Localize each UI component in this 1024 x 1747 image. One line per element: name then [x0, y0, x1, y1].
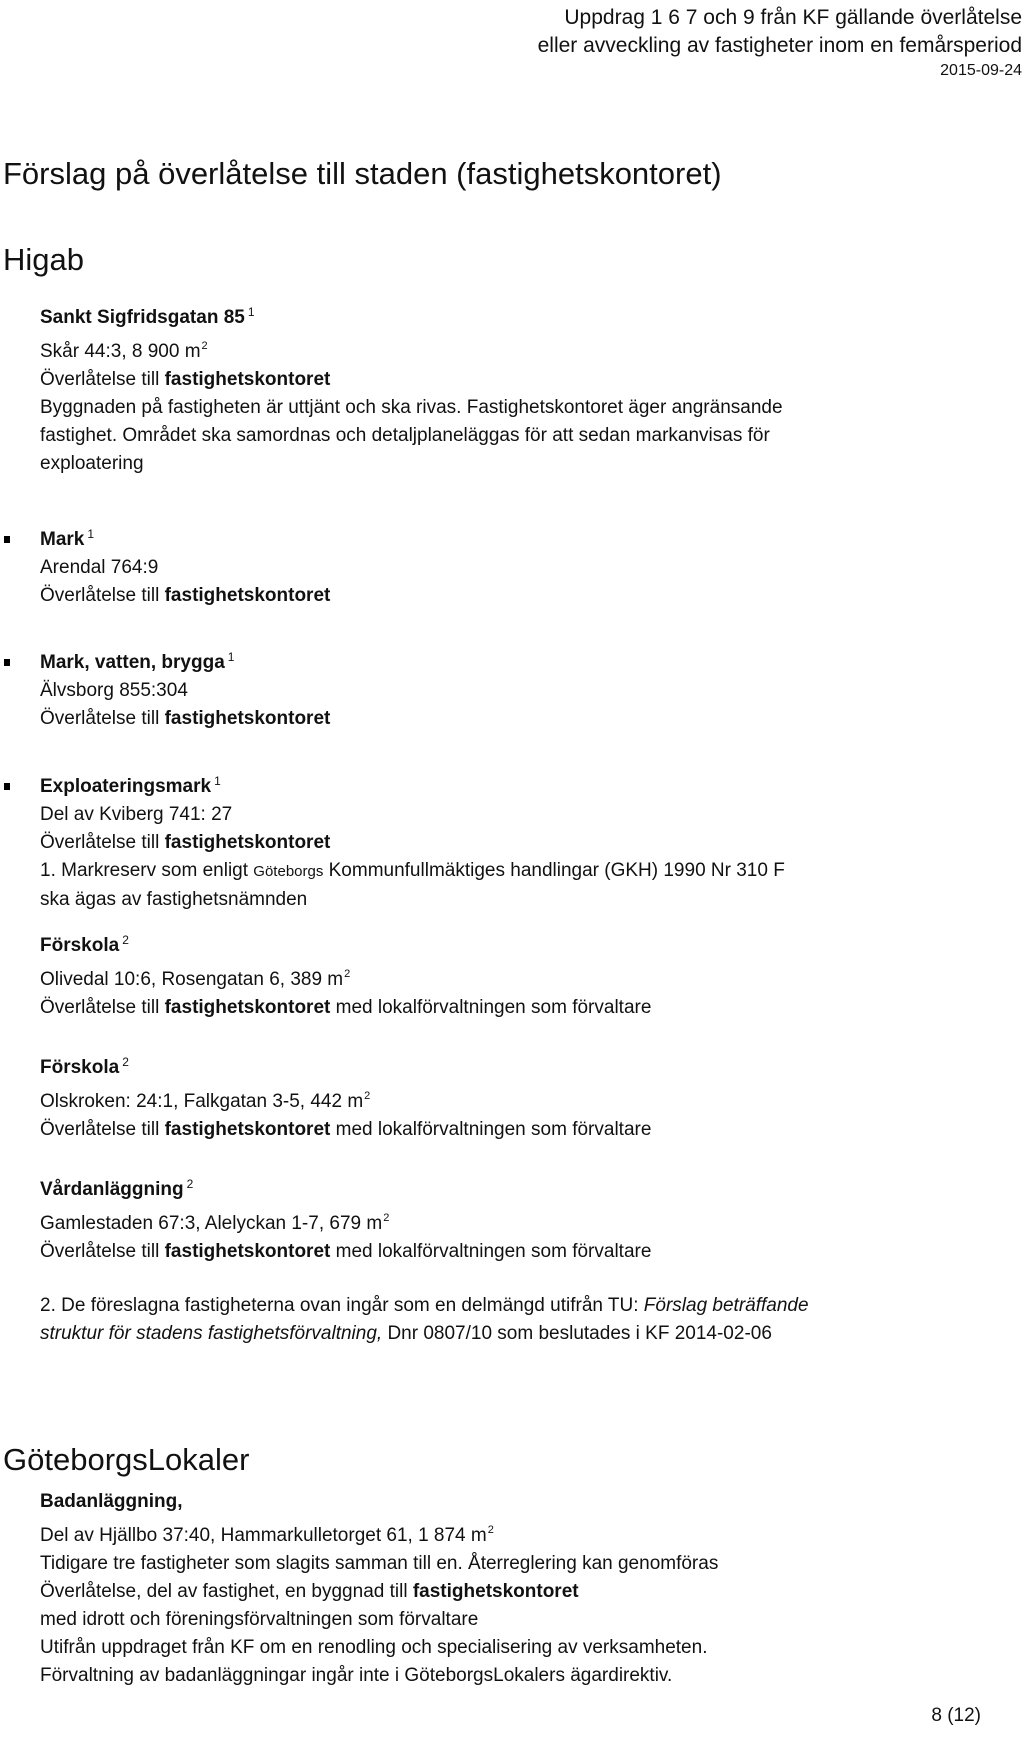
unit-superscript: 2 — [383, 1212, 390, 1224]
footnote-ref: 2 — [122, 933, 129, 947]
document-header — [538, 4, 1022, 60]
transfer-rest: med lokalförvaltningen som förvaltare — [335, 1119, 652, 1140]
property-detail: Gamlestaden 67:3, Alelyckan 1-7, 679 m — [40, 1213, 383, 1234]
transfer-text: Överlåtelse till — [40, 832, 160, 853]
transfer-text: Överlåtelse till — [40, 369, 160, 390]
property-detail: Del av Kviberg 741: 27 — [40, 804, 233, 825]
bullet-marker — [4, 536, 10, 543]
footnote-ref: 1 — [214, 774, 221, 788]
property-name: Mark — [40, 529, 85, 550]
property-name: Vårdanläggning — [40, 1179, 184, 1200]
description-line: Byggnaden på fastigheten är uttjänt och ska rivas. Fastighetskontoret äger angränsande — [40, 397, 783, 418]
transfer-target: fastighetskontoret — [412, 1581, 579, 1602]
property-forskola-olskroken — [40, 1048, 651, 1144]
footnote-ref: 1 — [247, 305, 255, 319]
property-exploateringsmark — [40, 767, 785, 914]
transfer-text: Överlåtelse till — [40, 708, 160, 729]
transfer-target: fastighetskontoret — [164, 832, 331, 853]
property-detail: Skår 44:3, 8 900 m — [40, 341, 201, 362]
transfer-text: Överlåtelse till — [40, 1241, 160, 1262]
description-line: fastighet. Området ska samordnas och detaljplaneläggas för att sedan markanvisas för — [40, 425, 770, 446]
property-forskola-olivedal — [40, 926, 651, 1022]
section-heading-goteborgslokaler: GöteborgsLokaler — [3, 1442, 250, 1477]
header-line-1: Uppdrag 1 6 7 och 9 från KF gällande överlåtelse — [564, 6, 1022, 29]
footnote-1-line: 1. Markreserv som enligt Göteborgs Kommunfullmäktiges handlingar (GKH) 1990 Nr 310 F — [40, 860, 785, 881]
property-name: Mark, vatten, brygga — [40, 652, 225, 673]
transfer-rest: med lokalförvaltningen som förvaltare — [335, 997, 652, 1018]
property-detail: Älvsborg 855:304 — [40, 680, 188, 701]
property-name: Förskola — [40, 1057, 120, 1078]
transfer-text: Överlåtelse till — [40, 585, 160, 606]
transfer-text: Överlåtelse till — [40, 997, 160, 1018]
unit-superscript: 2 — [364, 1090, 371, 1102]
transfer-rest: med lokalförvaltningen som förvaltare — [335, 1241, 652, 1262]
transfer-text: Överlåtelse, del av fastighet, en byggnad till — [40, 1581, 408, 1602]
transfer-target: fastighetskontoret — [164, 708, 331, 729]
bullet-marker — [4, 783, 10, 790]
transfer-target: fastighetskontoret — [164, 369, 331, 390]
bullet-marker — [4, 659, 10, 666]
description-line: exploatering — [40, 453, 144, 474]
footnote-1-line: ska ägas av fastighetsnämnden — [40, 889, 308, 910]
footnote-2: 2. De föreslagna fastigheterna ovan ingår som en delmängd utifrån TU: Förslag beträffande struktur för stadens fastighetsförvaltning, Dnr 0807/10 som beslutades i KF 2014-02-06 — [40, 1295, 809, 1344]
property-detail: Olskroken: 24:1, Falkgatan 3-5, 442 m — [40, 1091, 364, 1112]
header-date: 2015-09-24 — [940, 62, 1022, 79]
property-name: Exploateringsmark — [40, 776, 212, 797]
footnote-ref: 2 — [122, 1055, 129, 1069]
transfer-target: fastighetskontoret — [164, 585, 331, 606]
description-line: Utifrån uppdraget från KF om en renodling och specialisering av verksamheten. — [40, 1637, 708, 1658]
property-detail: Arendal 764:9 — [40, 557, 159, 578]
property-detail: Del av Hjällbo 37:40, Hammarkulletorget 61, 1 874 m — [40, 1525, 487, 1546]
transfer-target: fastighetskontoret — [164, 1119, 331, 1140]
property-badanlaggning — [40, 1488, 718, 1690]
property-name: Förskola — [40, 935, 120, 956]
footnote-ref: 2 — [186, 1177, 194, 1191]
property-detail: Olivedal 10:6, Rosengatan 6, 389 m — [40, 969, 344, 990]
unit-superscript: 2 — [344, 968, 351, 980]
description-line: med idrott och föreningsförvaltningen som förvaltare — [40, 1609, 479, 1630]
transfer-target: fastighetskontoret — [164, 997, 331, 1018]
footnote-ref: 1 — [227, 650, 235, 664]
transfer-text: Överlåtelse till — [40, 1119, 160, 1140]
header-line-2: eller avveckling av fastigheter inom en femårsperiod — [537, 34, 1022, 57]
property-mark-arendal — [40, 520, 330, 610]
page-title: Förslag på överlåtelse till staden (fastighetskontoret) — [3, 156, 722, 191]
property-vardanlaggning — [40, 1170, 651, 1266]
page-number: 8 (12) — [931, 1705, 981, 1726]
property-name: Sankt Sigfridsgatan 85 — [40, 307, 245, 328]
property-name: Badanläggning, — [40, 1491, 183, 1512]
unit-superscript: 2 — [487, 1524, 494, 1536]
description-line: Tidigare tre fastigheter som slagits samman till en. Återreglering kan genomföras — [40, 1553, 719, 1574]
property-sankt-sigfridsgatan — [40, 298, 783, 478]
property-mark-vatten-brygga — [40, 643, 330, 733]
description-line: Förvaltning av badanläggningar ingår inte i GöteborgsLokalers ägardirektiv. — [40, 1665, 673, 1686]
unit-superscript: 2 — [201, 340, 208, 352]
footnote-ref: 1 — [87, 527, 95, 541]
transfer-target: fastighetskontoret — [164, 1241, 331, 1262]
section-heading-higab: Higab — [3, 242, 84, 277]
